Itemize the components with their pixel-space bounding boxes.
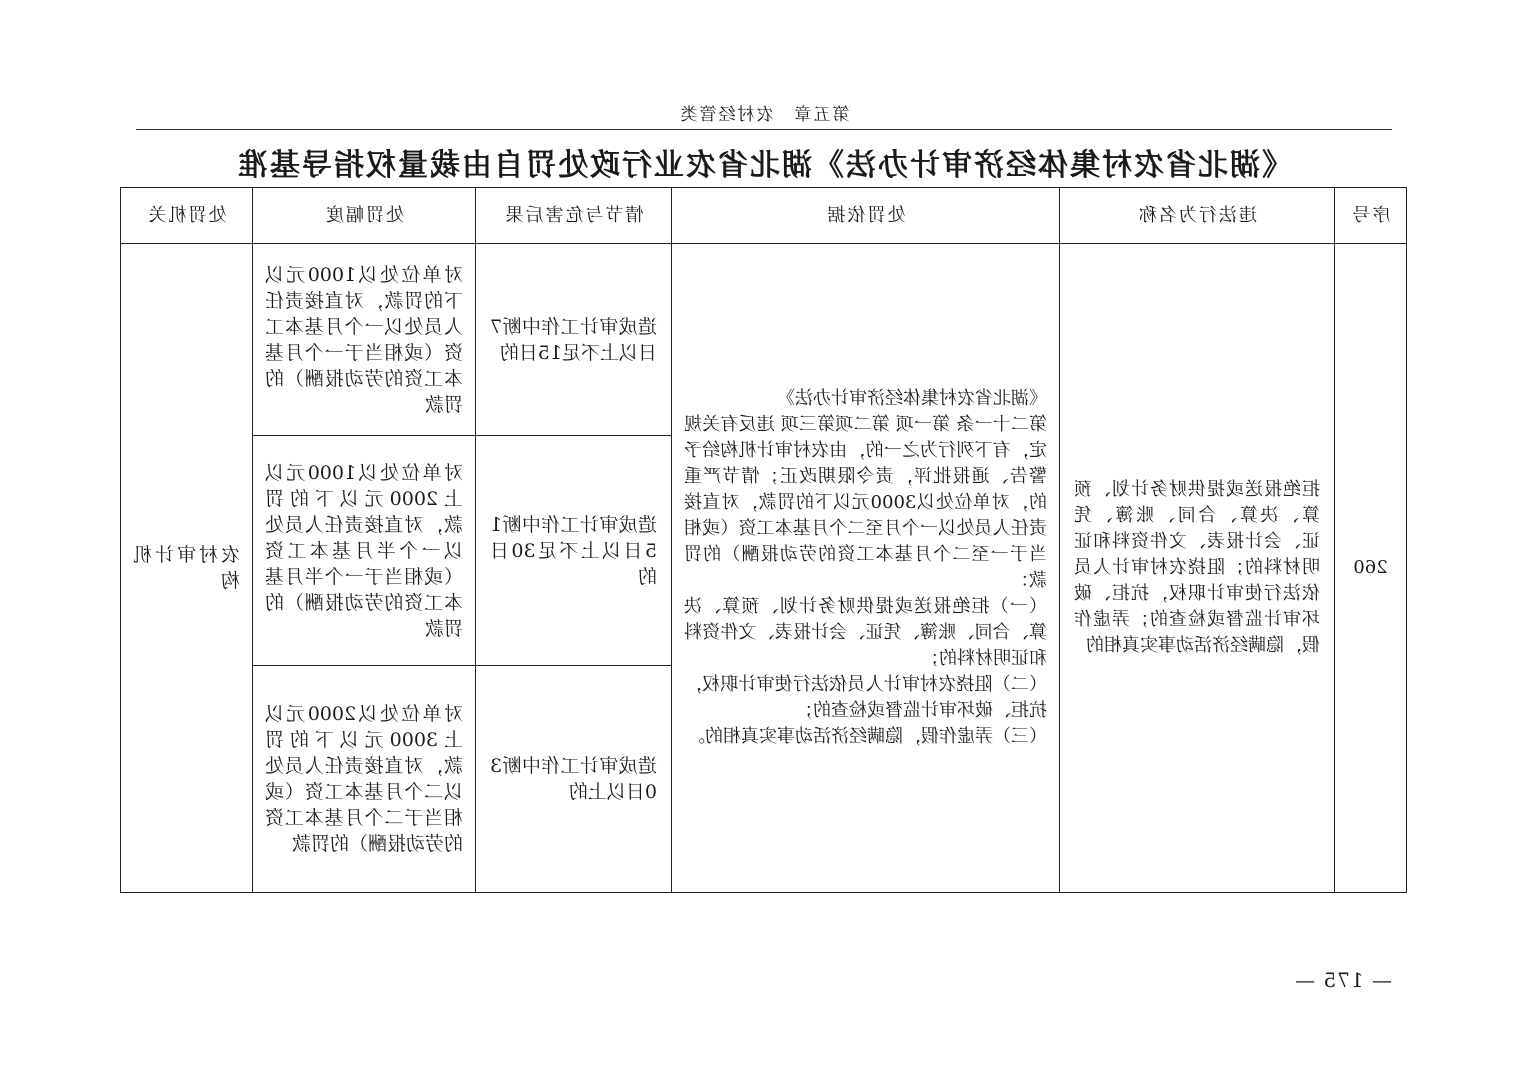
- column-header-basis: 处罚依据: [672, 188, 1060, 244]
- page-title: 《湖北省农村集体经济审计办法》湖北省农业行政处罚自由裁量权指导基准: [236, 148, 1292, 183]
- plot-cell: 造成审计工作中断30日以上的: [476, 666, 672, 893]
- column-header-seq: 序号: [1335, 188, 1407, 244]
- column-header-violation: 违法行为名称: [1060, 188, 1335, 244]
- column-header-range: 处罚幅度: [253, 188, 476, 244]
- header-rule: [136, 129, 1392, 130]
- table-header-row: [121, 188, 1407, 244]
- plot-cell: 造成审计工作中断15日以上不足30日的: [476, 436, 672, 666]
- basis-cell: 《湖北省农村集体经济审计办法》 第二十一条 第一项 第二项第三项 违反有关规定，有下列行为之一的，由农村审计机构给予警告、通报批评，责令限期改正；情节严重的，对单位处以3000元以下的罚款，对直接责任人员处以一个月至二个月基本工资（或相当于一至二个月基本工资的劳动报酬）的罚款： （一）拒绝报送或提供财务计划、预算、决算、合同、账簿、凭证、会计报表、文件资料和证明材料的； （二）阻挠农村审计人员依法行使审计职权，抗拒、破坏审计监督或检查的； （三）弄虚作假，隐瞒经济活动事实真相的。: [672, 244, 1060, 893]
- table-row: [121, 244, 1407, 436]
- column-header-authority: 处罚机关: [121, 188, 253, 244]
- range-cell: 对单位处以2000元以上3000元以下的罚款，对直接责任人员处以二个月基本工资（或相当于二个月基本工资的劳动报酬）的罚款: [253, 666, 476, 893]
- penalty-table: [120, 187, 1407, 893]
- authority-cell: 农村审计机构: [121, 244, 253, 893]
- range-cell: 对单位处以1000元以上2000元以下的罚款，对直接责任人员处以一个半月基本工资（或相当于一个半月基本工资的劳动报酬）的罚款: [253, 436, 476, 666]
- page-number: — 175 —: [1294, 968, 1392, 992]
- plot-cell: 造成审计工作中断7日以上不足15日的: [476, 244, 672, 436]
- seq-cell: 260: [1335, 244, 1407, 893]
- violation-name-cell: 拒绝报送或提供财务计划、预算、决算、合同、账簿、凭证、会计报表、文件资料和证明材料的；阻挠农村审计人员依法行使审计职权，抗拒、破坏审计监督或检查的；弄虚作假，隐瞒经济活动事实真相的: [1060, 244, 1335, 893]
- column-header-plot: 情节与危害后果: [476, 188, 672, 244]
- range-cell: 对单位处以1000元以下的罚款，对直接责任人员处以一个月基本工资（或相当于一个月基本工资的劳动报酬）的罚款: [253, 244, 476, 436]
- chapter-header: 第五章 农村经管类: [678, 105, 850, 125]
